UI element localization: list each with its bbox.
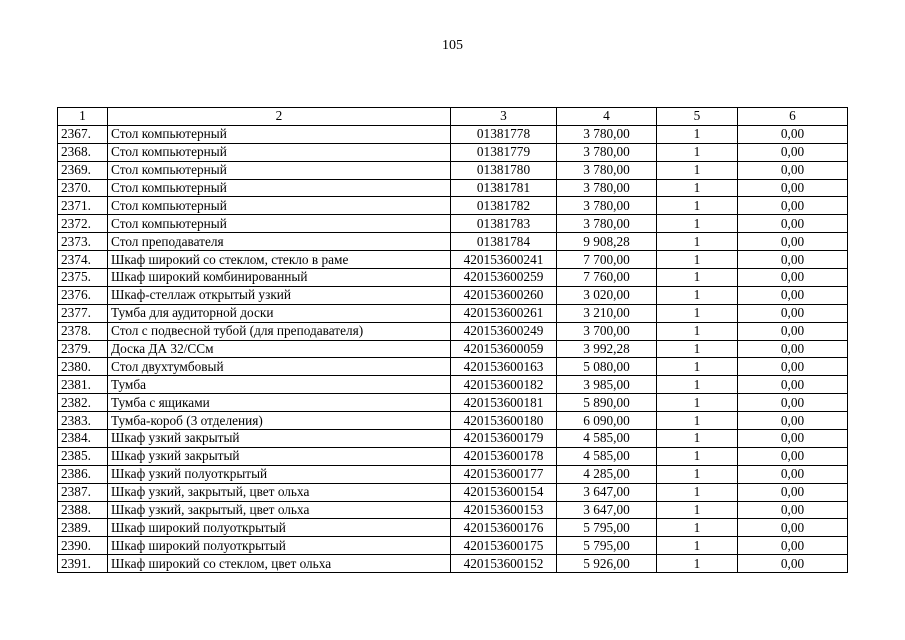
residual-value: 0,00 bbox=[738, 125, 848, 143]
residual-value: 0,00 bbox=[738, 519, 848, 537]
row-number: 2382. bbox=[58, 394, 108, 412]
table-row bbox=[58, 483, 848, 501]
row-number: 2373. bbox=[58, 233, 108, 251]
item-name: Стол компьютерный bbox=[108, 125, 451, 143]
item-quantity: 1 bbox=[657, 304, 738, 322]
table-row bbox=[58, 286, 848, 304]
inventory-code: 420153600178 bbox=[451, 447, 557, 465]
item-price: 3 780,00 bbox=[557, 197, 657, 215]
table-row bbox=[58, 537, 848, 555]
item-price: 3 985,00 bbox=[557, 376, 657, 394]
row-number: 2369. bbox=[58, 161, 108, 179]
inventory-code: 01381782 bbox=[451, 197, 557, 215]
item-name: Тумба bbox=[108, 376, 451, 394]
row-number: 2380. bbox=[58, 358, 108, 376]
column-header: 4 bbox=[557, 108, 657, 126]
item-name: Стол с подвесной тубой (для преподавателя) bbox=[108, 322, 451, 340]
item-price: 3 647,00 bbox=[557, 483, 657, 501]
row-number: 2372. bbox=[58, 215, 108, 233]
item-name: Стол компьютерный bbox=[108, 161, 451, 179]
table-row bbox=[58, 251, 848, 269]
item-price: 7 700,00 bbox=[557, 251, 657, 269]
item-price: 5 795,00 bbox=[557, 537, 657, 555]
item-name: Шкаф широкий полуоткрытый bbox=[108, 519, 451, 537]
item-quantity: 1 bbox=[657, 501, 738, 519]
table-row bbox=[58, 179, 848, 197]
item-name: Шкаф узкий закрытый bbox=[108, 447, 451, 465]
item-price: 9 908,28 bbox=[557, 233, 657, 251]
item-name: Стол компьютерный bbox=[108, 197, 451, 215]
residual-value: 0,00 bbox=[738, 251, 848, 269]
inventory-code: 420153600181 bbox=[451, 394, 557, 412]
item-name: Шкаф-стеллаж открытый узкий bbox=[108, 286, 451, 304]
item-name: Стол двухтумбовый bbox=[108, 358, 451, 376]
row-number: 2375. bbox=[58, 269, 108, 287]
item-name: Стол компьютерный bbox=[108, 179, 451, 197]
item-quantity: 1 bbox=[657, 483, 738, 501]
item-quantity: 1 bbox=[657, 394, 738, 412]
item-name: Тумба-короб (3 отделения) bbox=[108, 412, 451, 430]
item-name: Шкаф широкий со стеклом, цвет ольха bbox=[108, 555, 451, 573]
item-quantity: 1 bbox=[657, 269, 738, 287]
item-name: Шкаф широкий комбинированный bbox=[108, 269, 451, 287]
item-price: 5 890,00 bbox=[557, 394, 657, 412]
row-number: 2387. bbox=[58, 483, 108, 501]
item-name: Тумба с ящиками bbox=[108, 394, 451, 412]
item-quantity: 1 bbox=[657, 161, 738, 179]
item-name: Шкаф широкий полуоткрытый bbox=[108, 537, 451, 555]
item-quantity: 1 bbox=[657, 251, 738, 269]
table-row bbox=[58, 340, 848, 358]
row-number: 2389. bbox=[58, 519, 108, 537]
row-number: 2371. bbox=[58, 197, 108, 215]
table-row bbox=[58, 447, 848, 465]
inventory-code: 420153600259 bbox=[451, 269, 557, 287]
item-price: 6 090,00 bbox=[557, 412, 657, 430]
column-header: 3 bbox=[451, 108, 557, 126]
inventory-code: 420153600260 bbox=[451, 286, 557, 304]
residual-value: 0,00 bbox=[738, 483, 848, 501]
item-quantity: 1 bbox=[657, 519, 738, 537]
inventory-table bbox=[57, 107, 848, 573]
inventory-code: 420153600163 bbox=[451, 358, 557, 376]
residual-value: 0,00 bbox=[738, 537, 848, 555]
residual-value: 0,00 bbox=[738, 269, 848, 287]
column-header: 1 bbox=[58, 108, 108, 126]
item-price: 3 780,00 bbox=[557, 215, 657, 233]
table-row bbox=[58, 394, 848, 412]
item-name: Стол преподавателя bbox=[108, 233, 451, 251]
row-number: 2379. bbox=[58, 340, 108, 358]
residual-value: 0,00 bbox=[738, 161, 848, 179]
item-quantity: 1 bbox=[657, 555, 738, 573]
residual-value: 0,00 bbox=[738, 179, 848, 197]
row-number: 2390. bbox=[58, 537, 108, 555]
table-row bbox=[58, 304, 848, 322]
item-price: 3 780,00 bbox=[557, 161, 657, 179]
item-quantity: 1 bbox=[657, 412, 738, 430]
item-price: 5 926,00 bbox=[557, 555, 657, 573]
item-quantity: 1 bbox=[657, 125, 738, 143]
item-quantity: 1 bbox=[657, 143, 738, 161]
table-row bbox=[58, 143, 848, 161]
page-number: 105 bbox=[442, 38, 463, 53]
item-price: 3 700,00 bbox=[557, 322, 657, 340]
item-name: Стол компьютерный bbox=[108, 143, 451, 161]
residual-value: 0,00 bbox=[738, 358, 848, 376]
row-number: 2377. bbox=[58, 304, 108, 322]
residual-value: 0,00 bbox=[738, 340, 848, 358]
residual-value: 0,00 bbox=[738, 465, 848, 483]
column-header: 6 bbox=[738, 108, 848, 126]
residual-value: 0,00 bbox=[738, 447, 848, 465]
table-header-row bbox=[58, 108, 848, 126]
inventory-code: 420153600177 bbox=[451, 465, 557, 483]
table-row bbox=[58, 233, 848, 251]
table-row bbox=[58, 322, 848, 340]
inventory-code: 420153600179 bbox=[451, 430, 557, 448]
item-price: 3 780,00 bbox=[557, 179, 657, 197]
item-price: 3 992,28 bbox=[557, 340, 657, 358]
item-price: 3 020,00 bbox=[557, 286, 657, 304]
item-quantity: 1 bbox=[657, 430, 738, 448]
row-number: 2384. bbox=[58, 430, 108, 448]
item-price: 3 210,00 bbox=[557, 304, 657, 322]
residual-value: 0,00 bbox=[738, 555, 848, 573]
residual-value: 0,00 bbox=[738, 412, 848, 430]
inventory-code: 01381781 bbox=[451, 179, 557, 197]
table-row bbox=[58, 465, 848, 483]
residual-value: 0,00 bbox=[738, 394, 848, 412]
residual-value: 0,00 bbox=[738, 215, 848, 233]
inventory-code: 420153600241 bbox=[451, 251, 557, 269]
table-row bbox=[58, 376, 848, 394]
item-price: 4 585,00 bbox=[557, 447, 657, 465]
inventory-code: 01381783 bbox=[451, 215, 557, 233]
item-price: 3 780,00 bbox=[557, 125, 657, 143]
item-price: 7 760,00 bbox=[557, 269, 657, 287]
item-price: 4 585,00 bbox=[557, 430, 657, 448]
item-price: 5 795,00 bbox=[557, 519, 657, 537]
row-number: 2376. bbox=[58, 286, 108, 304]
row-number: 2374. bbox=[58, 251, 108, 269]
inventory-code: 420153600153 bbox=[451, 501, 557, 519]
row-number: 2368. bbox=[58, 143, 108, 161]
table-row bbox=[58, 412, 848, 430]
item-price: 4 285,00 bbox=[557, 465, 657, 483]
residual-value: 0,00 bbox=[738, 376, 848, 394]
item-price: 5 080,00 bbox=[557, 358, 657, 376]
row-number: 2391. bbox=[58, 555, 108, 573]
residual-value: 0,00 bbox=[738, 197, 848, 215]
residual-value: 0,00 bbox=[738, 233, 848, 251]
column-header: 2 bbox=[108, 108, 451, 126]
inventory-code: 01381784 bbox=[451, 233, 557, 251]
item-quantity: 1 bbox=[657, 465, 738, 483]
inventory-code: 420153600152 bbox=[451, 555, 557, 573]
row-number: 2386. bbox=[58, 465, 108, 483]
inventory-code: 420153600175 bbox=[451, 537, 557, 555]
table-row bbox=[58, 197, 848, 215]
inventory-code: 420153600249 bbox=[451, 322, 557, 340]
item-quantity: 1 bbox=[657, 286, 738, 304]
item-quantity: 1 bbox=[657, 179, 738, 197]
column-header: 5 bbox=[657, 108, 738, 126]
inventory-code: 420153600180 bbox=[451, 412, 557, 430]
item-quantity: 1 bbox=[657, 376, 738, 394]
residual-value: 0,00 bbox=[738, 143, 848, 161]
item-name: Стол компьютерный bbox=[108, 215, 451, 233]
item-name: Тумба для аудиторной доски bbox=[108, 304, 451, 322]
inventory-code: 01381780 bbox=[451, 161, 557, 179]
item-quantity: 1 bbox=[657, 215, 738, 233]
item-quantity: 1 bbox=[657, 197, 738, 215]
item-name: Шкаф широкий со стеклом, стекло в раме bbox=[108, 251, 451, 269]
table-row bbox=[58, 555, 848, 573]
item-quantity: 1 bbox=[657, 322, 738, 340]
item-quantity: 1 bbox=[657, 340, 738, 358]
table-row bbox=[58, 215, 848, 233]
item-name: Шкаф узкий, закрытый, цвет ольха bbox=[108, 501, 451, 519]
item-price: 3 647,00 bbox=[557, 501, 657, 519]
inventory-code: 420153600182 bbox=[451, 376, 557, 394]
table-row bbox=[58, 125, 848, 143]
residual-value: 0,00 bbox=[738, 430, 848, 448]
table-row bbox=[58, 430, 848, 448]
item-quantity: 1 bbox=[657, 447, 738, 465]
item-quantity: 1 bbox=[657, 358, 738, 376]
row-number: 2385. bbox=[58, 447, 108, 465]
item-quantity: 1 bbox=[657, 537, 738, 555]
item-quantity: 1 bbox=[657, 233, 738, 251]
table-row bbox=[58, 269, 848, 287]
table-row bbox=[58, 501, 848, 519]
inventory-code: 420153600154 bbox=[451, 483, 557, 501]
row-number: 2378. bbox=[58, 322, 108, 340]
table-row bbox=[58, 161, 848, 179]
item-name: Шкаф узкий закрытый bbox=[108, 430, 451, 448]
residual-value: 0,00 bbox=[738, 501, 848, 519]
inventory-code: 01381778 bbox=[451, 125, 557, 143]
table-row bbox=[58, 358, 848, 376]
row-number: 2388. bbox=[58, 501, 108, 519]
inventory-code: 01381779 bbox=[451, 143, 557, 161]
residual-value: 0,00 bbox=[738, 322, 848, 340]
inventory-code: 420153600176 bbox=[451, 519, 557, 537]
item-price: 3 780,00 bbox=[557, 143, 657, 161]
row-number: 2370. bbox=[58, 179, 108, 197]
item-name: Шкаф узкий полуоткрытый bbox=[108, 465, 451, 483]
inventory-code: 420153600261 bbox=[451, 304, 557, 322]
item-name: Шкаф узкий, закрытый, цвет ольха bbox=[108, 483, 451, 501]
residual-value: 0,00 bbox=[738, 286, 848, 304]
item-name: Доска ДА 32/ССм bbox=[108, 340, 451, 358]
residual-value: 0,00 bbox=[738, 304, 848, 322]
row-number: 2383. bbox=[58, 412, 108, 430]
row-number: 2367. bbox=[58, 125, 108, 143]
row-number: 2381. bbox=[58, 376, 108, 394]
table-row bbox=[58, 519, 848, 537]
inventory-code: 420153600059 bbox=[451, 340, 557, 358]
